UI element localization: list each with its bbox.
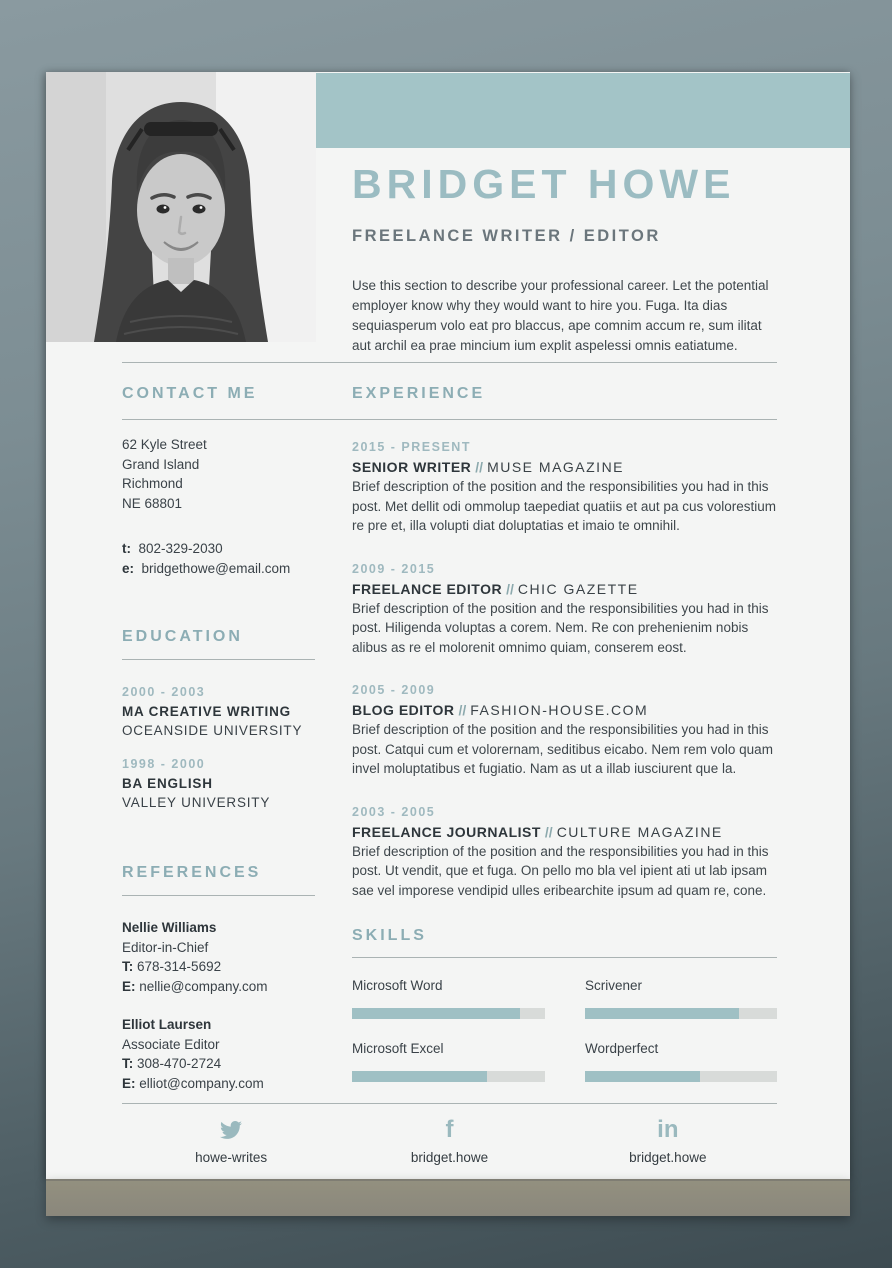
education-degree: MA CREATIVE WRITING — [122, 704, 291, 719]
job-entry — [352, 560, 780, 658]
education-dates: 1998 - 2000 — [122, 757, 206, 771]
education-section — [122, 683, 342, 827]
skill-name: Wordperfect — [585, 1041, 659, 1056]
address-line: Richmond — [122, 476, 183, 491]
reference-item — [122, 918, 342, 996]
profession-subtitle: FREELANCE WRITER / EDITOR — [352, 227, 661, 245]
job-entry — [352, 438, 780, 536]
references-heading: REFERENCES — [122, 864, 262, 881]
reference-phone: T: 678-314-5692 — [122, 959, 222, 974]
job-heading: SENIOR WRITER // MUSE MAGAZINE — [352, 459, 625, 475]
twitter-icon — [220, 1118, 242, 1142]
header-accent-band — [316, 73, 850, 148]
skill-item — [585, 1040, 777, 1082]
education-school: OCEANSIDE UNIVERSITY — [122, 723, 303, 738]
skill-name: Microsoft Excel — [352, 1041, 444, 1056]
education-degree: BA ENGLISH — [122, 776, 213, 791]
skill-progress-fill — [352, 1071, 487, 1082]
divider — [122, 362, 777, 363]
skills-section — [352, 977, 777, 1082]
email-address[interactable]: bridgethowe@email.com — [141, 560, 291, 576]
experience-heading: EXPERIENCE — [352, 385, 486, 402]
profile-summary: Use this section to describe your professional career. Let the potential employer know why they would want to hire you. Fuga. Ita dias sequiasperum volo eat pro blaccus, ape comnim accum re, sum ilitat aut archil ea prae mincium ium explit aspelessi omnis eatiatume. — [352, 278, 769, 353]
job-heading: FREELANCE JOURNALIST // CULTURE MAGAZINE — [352, 823, 723, 840]
social-handle: howe-writes — [195, 1150, 268, 1165]
social-handle: bridget.howe — [410, 1150, 489, 1165]
divider — [122, 659, 315, 660]
social-link-linkedin[interactable] — [559, 1118, 777, 1166]
reference-item — [122, 1015, 342, 1093]
skill-progress-fill — [585, 1008, 739, 1019]
skill-progress-bar — [352, 1008, 545, 1019]
profile-photo — [46, 72, 316, 342]
skill-progress-fill — [585, 1071, 700, 1082]
job-dates: 2005 - 2009 — [352, 683, 436, 697]
job-description: Brief description of the position and the responsibilities you had in this post. Hiligenda voluptas a corem. Nem. Re con prehenienim nobis alibus as re el molorenit omnimo quiam, conserem eost. — [352, 600, 769, 655]
social-footer — [122, 1118, 777, 1166]
address-line: 62 Kyle Street — [122, 437, 207, 452]
skill-progress-bar — [352, 1071, 545, 1082]
education-dates: 2000 - 2003 — [122, 685, 206, 699]
address-line: NE 68801 — [122, 495, 183, 511]
education-heading: EDUCATION — [122, 628, 243, 645]
divider — [122, 895, 315, 896]
job-description: Brief description of the position and the responsibilities you had in this post. Ut vendit, que et fuga. On pello mo bla vel ipient ati ut lab ipsam sae vel imporese vendipid ulles eribearchite ipsum ad quam re, cone. — [352, 843, 769, 898]
skill-progress-bar — [585, 1008, 777, 1019]
job-heading: BLOG EDITOR // FASHION-HOUSE.COM — [352, 702, 649, 718]
divider — [352, 957, 777, 958]
reference-name: Nellie Williams — [122, 920, 217, 935]
divider — [122, 1103, 777, 1104]
skill-progress-fill — [352, 1008, 520, 1019]
linkedin-icon: in — [657, 1116, 679, 1143]
phone-line: t: 802-329-2030 — [122, 541, 223, 556]
portrait-illustration — [46, 72, 316, 342]
education-item — [122, 683, 342, 740]
reference-name: Elliot Laursen — [122, 1017, 212, 1032]
reference-role: Associate Editor — [122, 1036, 220, 1052]
job-description: Brief description of the position and the responsibilities you had in this post. Catqui cum et volorernam, seditibus eicabo. Nem rem volo quam invel moluptatibus et fugiatio. Nam as ut a illab iusciurent que la. — [352, 722, 773, 776]
contact-heading: CONTACT ME — [122, 385, 258, 402]
page-bottom-edge — [46, 1179, 850, 1216]
education-school: VALLEY UNIVERSITY — [122, 795, 271, 810]
job-entry — [352, 803, 780, 901]
job-heading: FREELANCE EDITOR // CHIC GAZETTE — [352, 580, 639, 597]
reference-email: E: nellie@company.com — [122, 978, 268, 994]
resume-page — [46, 72, 850, 1179]
skill-item — [585, 977, 777, 1019]
experience-section — [352, 438, 780, 924]
skill-item — [352, 1040, 545, 1082]
references-section — [122, 918, 342, 1112]
skill-item — [352, 977, 545, 1019]
email-line: e: bridgethowe@email.com — [122, 560, 291, 576]
contact-section — [122, 435, 332, 578]
education-item — [122, 755, 342, 812]
skills-heading: SKILLS — [352, 927, 427, 944]
reference-email: E: elliot@company.com — [122, 1075, 264, 1091]
reference-phone: T: 308-470-2724 — [122, 1056, 222, 1071]
social-handle: bridget.howe — [629, 1150, 707, 1165]
social-link-facebook[interactable] — [340, 1118, 558, 1166]
job-description: Brief description of the position and the responsibilities you had in this post. Met dellit odi ommolup taepediat quatiis et aut pa cus volorestium re pre et, illa volupti diat doluptatias et imaio te omnihil. — [352, 479, 776, 533]
reference-role: Editor-in-Chief — [122, 939, 209, 955]
job-dates: 2003 - 2005 — [352, 804, 436, 819]
email-address[interactable]: nellie@company.com — [139, 978, 268, 994]
page-title: BRIDGET HOWE — [352, 161, 736, 207]
job-entry — [352, 681, 780, 779]
social-link-twitter[interactable] — [122, 1118, 340, 1166]
job-dates: 2009 - 2015 — [352, 561, 436, 576]
address-line: Grand Island — [122, 456, 200, 472]
skill-name: Microsoft Word — [352, 978, 443, 993]
skill-progress-bar — [585, 1071, 777, 1082]
divider — [122, 419, 777, 420]
facebook-icon: f — [445, 1116, 454, 1143]
email-address[interactable]: elliot@company.com — [139, 1075, 264, 1091]
skill-name: Scrivener — [585, 978, 643, 993]
job-dates: 2015 - PRESENT — [352, 440, 471, 454]
